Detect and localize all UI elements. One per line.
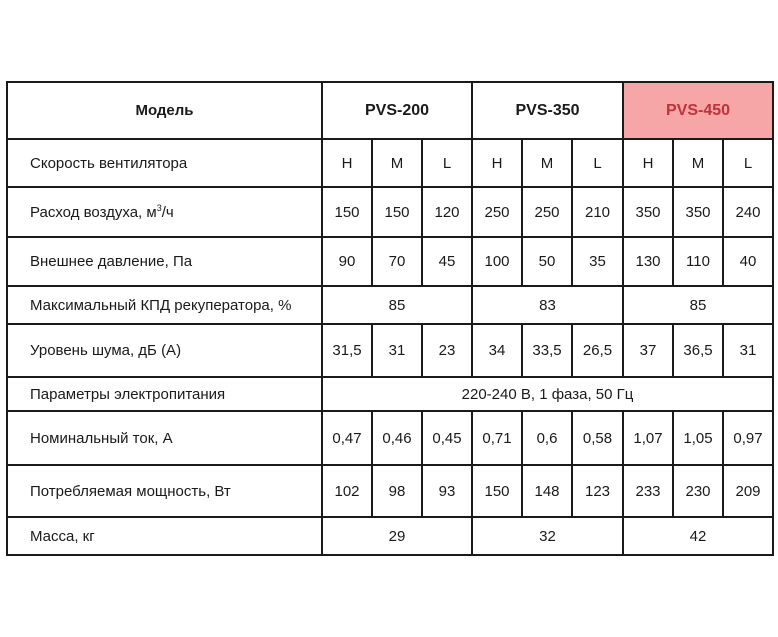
table-cell: 70 — [372, 237, 422, 286]
table-cell: 31,5 — [322, 324, 372, 377]
table-cell: M — [673, 139, 723, 187]
row-label: Потребляемая мощность, Вт — [7, 465, 322, 517]
table-cell: 150 — [372, 187, 422, 237]
table-cell: 0,6 — [522, 411, 572, 465]
table-cell: 210 — [572, 187, 623, 237]
airflow-unit-superscript: 3 — [156, 203, 162, 213]
table-cell: 26,5 — [572, 324, 623, 377]
table-cell: 102 — [322, 465, 372, 517]
table-cell: H — [623, 139, 673, 187]
table-cell: 85 — [322, 286, 472, 324]
model-header-pvs-200: PVS-200 — [322, 82, 472, 139]
table-cell: 32 — [472, 517, 623, 555]
table-cell: 0,46 — [372, 411, 422, 465]
table-cell: 45 — [422, 237, 472, 286]
table-cell: 350 — [623, 187, 673, 237]
table-cell: 220-240 В, 1 фаза, 50 Гц — [322, 377, 773, 411]
table-row-power-supply — [7, 377, 773, 411]
table-cell: 40 — [723, 237, 773, 286]
table-row-mass — [7, 517, 773, 555]
table-cell: 233 — [623, 465, 673, 517]
airflow-label-text: Расход воздуха, м — [30, 204, 157, 221]
row-label — [7, 187, 322, 237]
row-label: Максимальный КПД рекуператора, % — [7, 286, 322, 324]
table-cell: 29 — [322, 517, 472, 555]
table-row-current — [7, 411, 773, 465]
model-header-pvs-450: PVS-450 — [623, 82, 773, 139]
table-cell: 34 — [472, 324, 522, 377]
table-cell: M — [522, 139, 572, 187]
table-cell: 85 — [623, 286, 773, 324]
table-cell: 250 — [522, 187, 572, 237]
airflow-unit-tail: /ч — [161, 204, 174, 221]
spec-table — [6, 81, 774, 556]
table-cell: H — [472, 139, 522, 187]
table-cell: L — [723, 139, 773, 187]
table-row-efficiency — [7, 286, 773, 324]
table-row-fan-speed — [7, 139, 773, 187]
table-cell: 36,5 — [673, 324, 723, 377]
table-cell: 120 — [422, 187, 472, 237]
table-cell: 123 — [572, 465, 623, 517]
table-cell: 31 — [372, 324, 422, 377]
table-row-airflow — [7, 187, 773, 237]
table-row-model — [7, 82, 773, 139]
table-cell: 50 — [522, 237, 572, 286]
table-cell: 350 — [673, 187, 723, 237]
table-cell: M — [372, 139, 422, 187]
table-cell: 93 — [422, 465, 472, 517]
table-cell: 35 — [572, 237, 623, 286]
table-cell: 0,47 — [322, 411, 372, 465]
table-cell: 0,45 — [422, 411, 472, 465]
table-cell: 1,07 — [623, 411, 673, 465]
table-cell: 100 — [472, 237, 522, 286]
table-cell: 0,97 — [723, 411, 773, 465]
row-label: Скорость вентилятора — [7, 139, 322, 187]
table-cell: 83 — [472, 286, 623, 324]
table-row-consumption — [7, 465, 773, 517]
table-row-pressure — [7, 237, 773, 286]
table-cell: 150 — [322, 187, 372, 237]
table-cell: 148 — [522, 465, 572, 517]
table-cell: 37 — [623, 324, 673, 377]
table-cell: 31 — [723, 324, 773, 377]
table-cell: 90 — [322, 237, 372, 286]
table-cell: 240 — [723, 187, 773, 237]
table-cell: L — [422, 139, 472, 187]
row-label: Номинальный ток, А — [7, 411, 322, 465]
table-row-noise — [7, 324, 773, 377]
row-label: Уровень шума, дБ (A) — [7, 324, 322, 377]
table-cell: 1,05 — [673, 411, 723, 465]
table-cell: L — [572, 139, 623, 187]
table-cell: 130 — [623, 237, 673, 286]
model-header-label: Модель — [7, 82, 322, 139]
table-cell: 150 — [472, 465, 522, 517]
table-cell: 98 — [372, 465, 422, 517]
table-cell: 33,5 — [522, 324, 572, 377]
row-label: Параметры электропитания — [7, 377, 322, 411]
table-cell: 250 — [472, 187, 522, 237]
table-cell: 110 — [673, 237, 723, 286]
table-cell: 0,58 — [572, 411, 623, 465]
table-cell: 230 — [673, 465, 723, 517]
row-label: Масса, кг — [7, 517, 322, 555]
table-cell: 209 — [723, 465, 773, 517]
table-cell: 0,71 — [472, 411, 522, 465]
model-header-pvs-350: PVS-350 — [472, 82, 623, 139]
row-label: Внешнее давление, Па — [7, 237, 322, 286]
table-cell: H — [322, 139, 372, 187]
table-cell: 23 — [422, 324, 472, 377]
table-cell: 42 — [623, 517, 773, 555]
